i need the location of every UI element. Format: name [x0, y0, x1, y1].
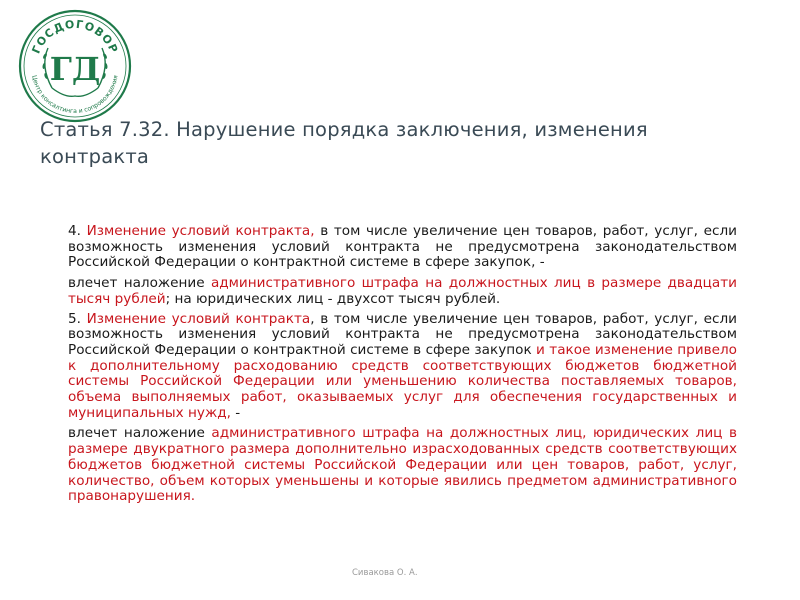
text-run-highlight: Изменение условий контракта: [86, 310, 311, 327]
text-run: -: [230, 404, 241, 421]
text-run: 4.: [68, 223, 87, 239]
text-run-highlight: Изменение условий контракта,: [86, 223, 315, 239]
paragraph-part-4: [68, 224, 737, 271]
text-run-highlight: и такое изменение привело к дополнительному расходованию средств соответствующих бюджетов бюджетной системы Российской Федерации или уменьшению количества поставляемых товаров, объема выполняемых работ, оказываемых услуг для обеспечения государственных и муниципальных нужд,: [68, 341, 737, 421]
author-footer: Сивакова О. А.: [352, 568, 418, 578]
text-run: в том числе увеличение цен товаров, работ, услуг, если возможность изменения условий контракта не предусмотрена законодательством Российской Федерации о контрактной системе в сфере закупок, -: [68, 223, 737, 271]
text-run-highlight: административного штрафа на должностных лиц, юридических лиц в размере двукратного размера дополнительно израсходованных средств соответствующих бюджетов бюджетной системы Российской Федерации или цен товаров, работ, услуг, количество, объем которых уменьшены и которые явились предметом административного правонарушения.: [68, 425, 737, 505]
text-run: ; на юридических лиц - двухсот тысяч рублей.: [165, 290, 501, 307]
gosdogovor-logo: [10, 6, 140, 126]
logo-arc-text: ГОСДОГОВОР: [29, 17, 121, 56]
logo-emblem-icon: [10, 6, 140, 126]
text-run: , в том числе увеличение цен товаров, работ, услуг, если возможность изменения условий контракта не предусмотрена законодательством Российской Федерации о контрактной системе в сфере закупок: [68, 310, 738, 358]
logo-monogram: ГД: [49, 50, 101, 88]
paragraph-part-5: [68, 312, 737, 422]
article-text: [68, 224, 737, 509]
paragraph-penalty-5: [68, 426, 737, 505]
logo-bottom-text: Центр консалтинга и сопровождения: [30, 74, 120, 116]
paragraph-penalty-4: [68, 276, 737, 307]
text-run: влечет наложение: [68, 275, 211, 292]
slide-title: Статья 7.32. Нарушение порядка заключения, изменения контракта: [40, 118, 648, 168]
text-run: влечет наложение: [68, 425, 212, 442]
text-run-highlight: административного штрафа на должностных лиц в размере двадцати тысяч рублей: [68, 275, 737, 307]
text-run: 5.: [68, 310, 87, 327]
